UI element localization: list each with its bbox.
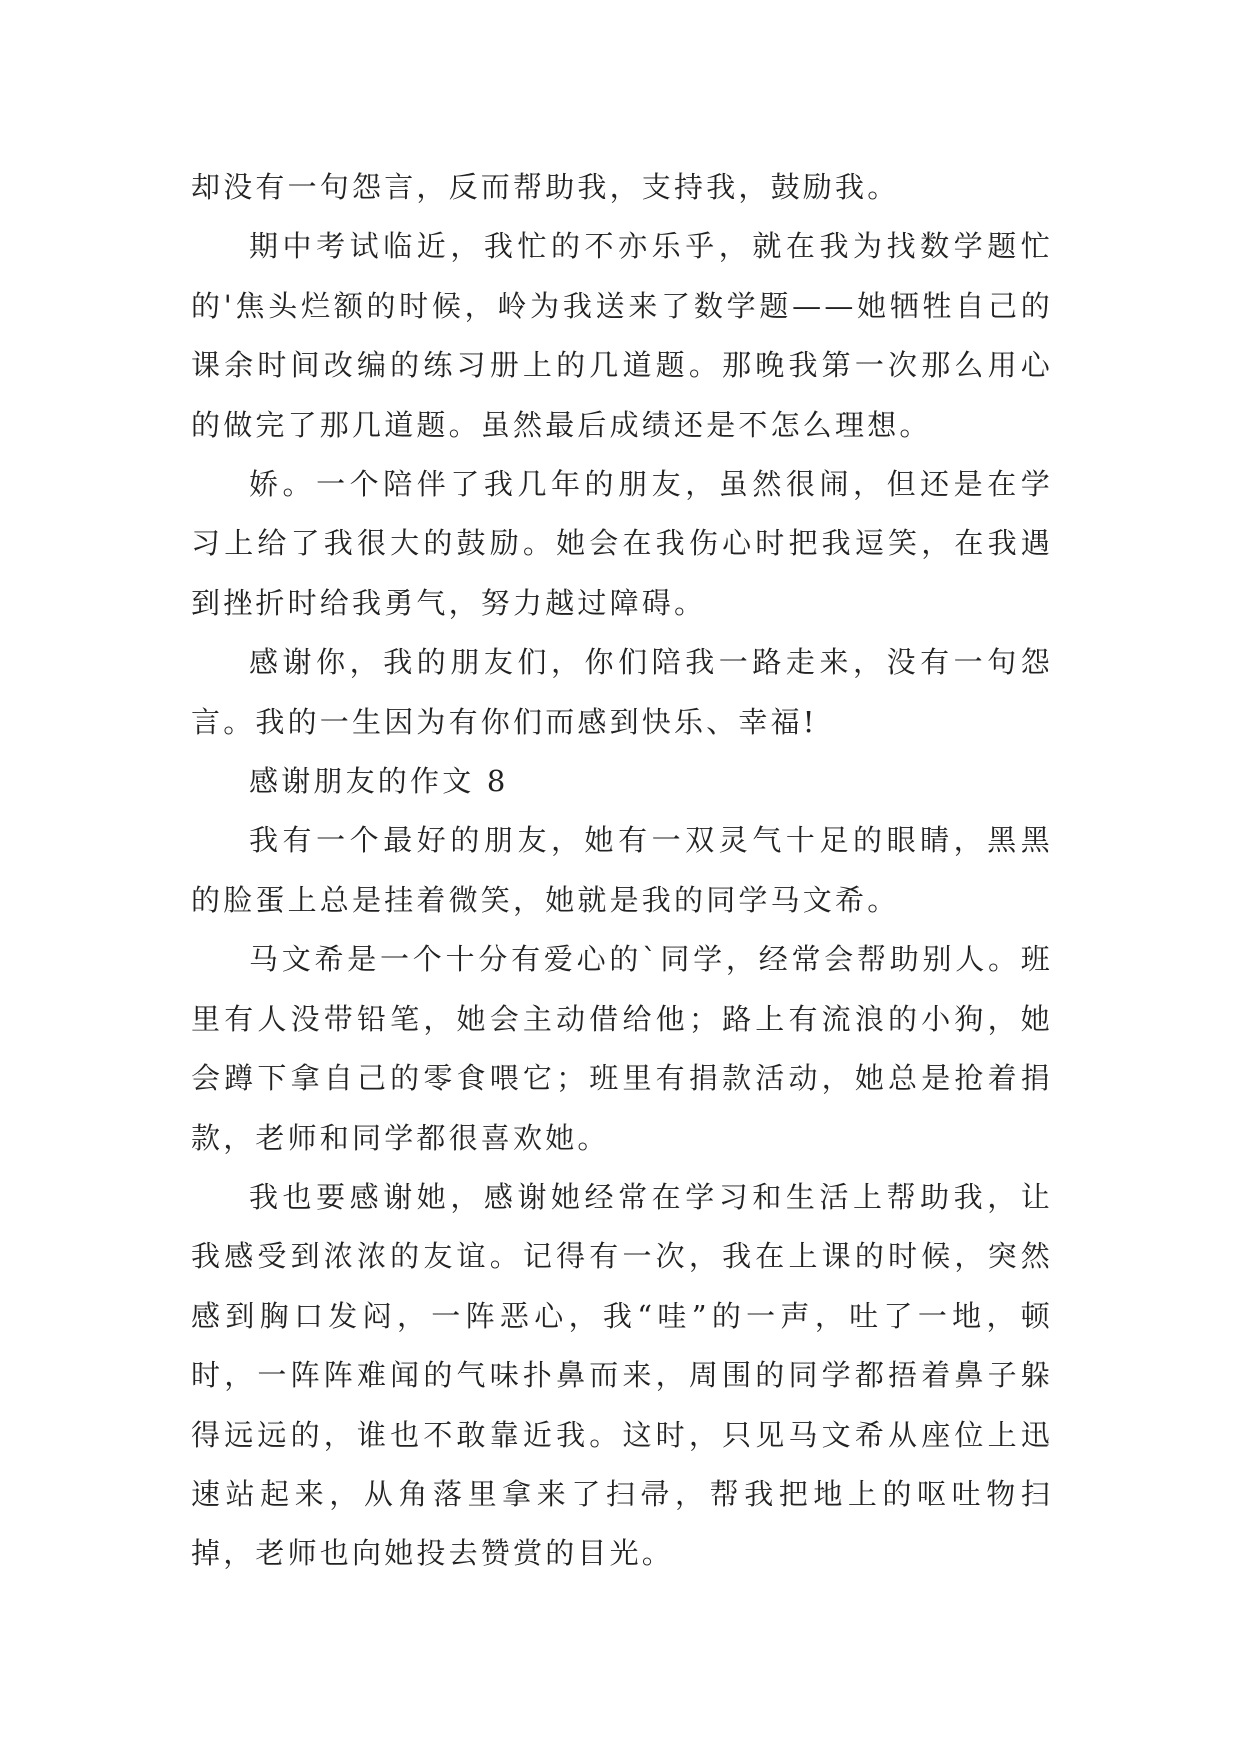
paragraph-continued: 却没有一句怨言，反而帮助我，支持我，鼓励我。 [191, 170, 900, 204]
paragraph-jiao: 娇。一个陪伴了我几年的朋友，虽然很闹，但还是在学习上给了我很大的鼓励。她会在我伤心时把我逗笑，在我遇到挫折时给我勇气，努力越过障碍。 [191, 467, 1053, 620]
section-heading: 感谢朋友的作文 8 [249, 764, 509, 799]
paragraph-kindness: 马文希是一个十分有爱心的`同学，经常会帮助别人。班里有人没带铅笔，她会主动借给他；路上有流浪的小狗，她会蹲下拿自己的零食喂它；班里有捐款活动，她总是抢着捐款，老师和同学都很喜欢她。 [191, 942, 1053, 1155]
paragraph-gratitude: 我也要感谢她，感谢她经常在学习和生活上帮助我，让我感受到浓浓的友谊。记得有一次，我在上课的时候，突然感到胸口发闷，一阵恶心，我“哇”的一声，吐了一地，顿时，一阵阵难闻的气味扑鼻而来，周围的同学都捂着鼻子躲得远远的，谁也不敢靠近我。这时，只见马文希从座位上迅速站起来，从角落里拿来了扫帚，帮我把地上的呕吐物扫掉，老师也向她投去赞赏的目光。 [191, 1179, 1053, 1571]
document-body [191, 158, 1053, 1584]
paragraph-best-friend: 我有一个最好的朋友，她有一双灵气十足的眼睛，黑黑的脸蛋上总是挂着微笑，她就是我的同学马文希。 [191, 823, 1053, 917]
paragraph-thanks: 感谢你，我的朋友们，你们陪我一路走来，没有一句怨言。我的一生因为有你们而感到快乐、幸福! [191, 645, 1053, 739]
paragraph-exam: 期中考试临近，我忙的不亦乐乎，就在我为找数学题忙的'焦头烂额的时候，岭为我送来了数学题——她牺牲自己的课余时间改编的练习册上的几道题。那晚我第一次那么用心的做完了那几道题。虽然最后成绩还是不怎么理想。 [191, 229, 1053, 442]
